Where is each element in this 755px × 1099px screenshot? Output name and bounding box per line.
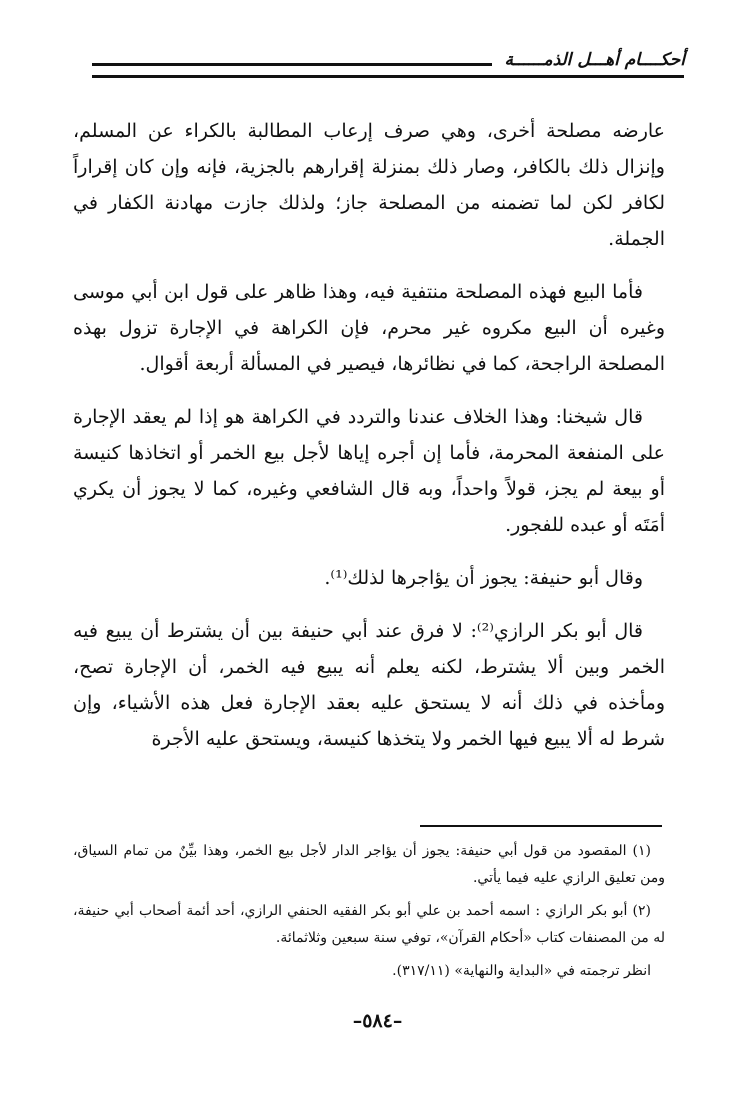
footnote: (١) المقصود من قول أبي حنيفة: يجوز أن يؤاجر الدار لأجل بيع الخمر، وهذا بيِّنٌ من تمام السياق، ومن تعليق الرازي عليه فيما يأتي. — [73, 843, 665, 886]
paragraph: قال أبو بكر الرازي⁽²⁾: لا فرق عند أبي حنيفة بين أن يشترط أن يبيع فيه الخمر وبين ألا يشترط، لكنه يعلم أنه يبيع فيه الخمر، أن الإجارة تصح، ومأخذه في ذلك أنه لا يستحق عليه بعقد الإجارة فعل هذه الأشياء، وإن شرط له ألا يبيع فيها الخمر ولا يتخذها كنيسة، ويستحق عليه الأجرة — [73, 620, 665, 750]
footnote: (٢) أبو بكر الرازي : اسمه أحمد بن علي أبو بكر الفقيه الحنفي الرازي، أحد أئمة أصحاب أبي حنيفة، له من المصنفات كتاب «أحكام القرآن»، توفي سنة سبعين وثلاثمائة. — [73, 903, 665, 946]
header-rule-thick — [92, 63, 492, 66]
footnotes — [73, 838, 665, 991]
main-text — [73, 113, 665, 774]
header-rule-thin — [92, 75, 684, 78]
paragraph: قال شيخنا: وهذا الخلاف عندنا والتردد في الكراهة هو إذا لم يعقد الإجارة على المنفعة المحرمة، فأما إن أجره إياها لأجل بيع الخمر أو اتخاذها كنيسة أو بيعة لم يجز، قولاً واحداً، وبه قال الشافعي وغيره، كما لا يجوز أن يكري أمَتَه أو عبده للفجور. — [73, 406, 665, 536]
page-number: –٥٨٤– — [352, 1010, 403, 1032]
footnote: انظر ترجمته في «البداية والنهاية» (٣١٧/١١). — [392, 963, 651, 979]
running-header-title: أحكــــام أهـــل الذمــــــة — [504, 50, 685, 70]
paragraph: وقال أبو حنيفة: يجوز أن يؤاجرها لذلك⁽¹⁾. — [324, 567, 643, 589]
paragraph: فأما البيع فهذه المصلحة منتفية فيه، وهذا ظاهر على قول ابن أبي موسى وغيره أن البيع مكروه غير محرم، فإن الكراهة في الإجارة تزول بهذه المصلحة الراجحة، كما في نظائرها، فيصير في المسألة أربعة أقوال. — [73, 281, 665, 375]
footnote-separator — [420, 825, 662, 827]
paragraph: عارضه مصلحة أخرى، وهي صرف إرعاب المطالبة بالكراء عن المسلم، وإنزال ذلك بالكافر، وصار ذلك بمنزلة إقرارهم بالجزية، فإنه وإن كان إقراراً لكافر لكن لما تضمنه من المصلحة جاز؛ ولذلك جازت مهادنة الكفار في الجملة. — [73, 120, 665, 250]
